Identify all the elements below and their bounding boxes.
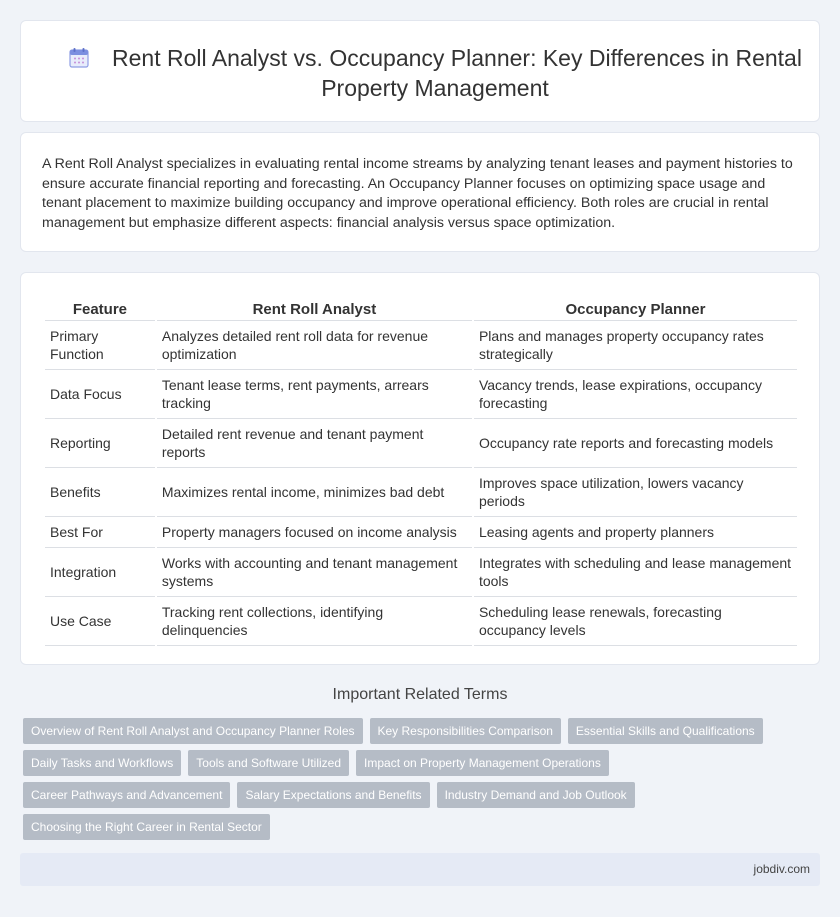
table-row [45, 468, 797, 517]
planner-cell: Scheduling lease renewals, forecasting occupancy levels [474, 597, 797, 646]
related-tag[interactable]: Salary Expectations and Benefits [237, 782, 429, 808]
analyst-cell: Property managers focused on income analysis [157, 517, 472, 548]
analyst-cell: Works with accounting and tenant management systems [157, 548, 472, 597]
planner-cell: Occupancy rate reports and forecasting models [474, 419, 797, 468]
feature-cell: Reporting [45, 419, 155, 468]
table-row [45, 597, 797, 646]
table-row [45, 517, 797, 548]
header-card [20, 20, 820, 122]
feature-cell: Best For [45, 517, 155, 548]
related-tag[interactable]: Choosing the Right Career in Rental Sector [23, 814, 270, 840]
intro-card [20, 132, 820, 252]
planner-cell: Leasing agents and property planners [474, 517, 797, 548]
header-feature: Feature [45, 295, 155, 321]
feature-cell: Primary Function [45, 321, 155, 370]
related-terms-title: Important Related Terms [332, 686, 508, 703]
related-tag[interactable]: Essential Skills and Qualifications [568, 718, 763, 744]
related-tag[interactable]: Key Responsibilities Comparison [370, 718, 561, 744]
intro-paragraph: A Rent Roll Analyst specializes in evaluating rental income streams by analyzing tenant leases and payment histories to ensure accurate financial reporting and forecasting. An Occupancy Planner focuses on optimizing space usage and tenant placement to maximize building occupancy and improve operational efficiency. Both roles are crucial in rental management but emphasize different aspects: financial analysis versus space optimization. [42, 156, 793, 231]
planner-cell: Vacancy trends, lease expirations, occupancy forecasting [474, 370, 797, 419]
related-tag[interactable]: Tools and Software Utilized [188, 750, 349, 776]
footer-site-link[interactable]: jobdiv.com [753, 862, 810, 876]
feature-cell: Benefits [45, 468, 155, 517]
related-tag[interactable]: Overview of Rent Roll Analyst and Occupancy Planner Roles [23, 718, 363, 744]
comparison-table [43, 295, 799, 646]
page-title: Rent Roll Analyst vs. Occupancy Planner: Key Differences in Rental Property Management [112, 45, 802, 101]
analyst-cell: Tenant lease terms, rent payments, arrears tracking [157, 370, 472, 419]
related-tag[interactable]: Career Pathways and Advancement [23, 782, 230, 808]
analyst-cell: Analyzes detailed rent roll data for revenue optimization [157, 321, 472, 370]
page-title-wrap [61, 43, 809, 103]
feature-cell: Use Case [45, 597, 155, 646]
related-tag[interactable]: Daily Tasks and Workflows [23, 750, 181, 776]
comparison-table-card [20, 272, 820, 665]
header-occupancy-planner: Occupancy Planner [474, 295, 797, 321]
table-row [45, 419, 797, 468]
planner-cell: Plans and manages property occupancy rates strategically [474, 321, 797, 370]
analyst-cell: Maximizes rental income, minimizes bad debt [157, 468, 472, 517]
feature-cell: Data Focus [45, 370, 155, 419]
related-tag[interactable]: Impact on Property Management Operations [356, 750, 609, 776]
table-row [45, 370, 797, 419]
table-row [45, 548, 797, 597]
analyst-cell: Detailed rent revenue and tenant payment reports [157, 419, 472, 468]
calendar-icon [68, 47, 90, 69]
table-row [45, 321, 797, 370]
related-tag[interactable]: Industry Demand and Job Outlook [437, 782, 635, 808]
related-terms-tags [23, 718, 813, 846]
table-header-row [45, 295, 797, 321]
header-rent-roll-analyst: Rent Roll Analyst [157, 295, 472, 321]
feature-cell: Integration [45, 548, 155, 597]
analyst-cell: Tracking rent collections, identifying delinquencies [157, 597, 472, 646]
footer-bar [20, 853, 820, 886]
planner-cell: Improves space utilization, lowers vacancy periods [474, 468, 797, 517]
planner-cell: Integrates with scheduling and lease management tools [474, 548, 797, 597]
